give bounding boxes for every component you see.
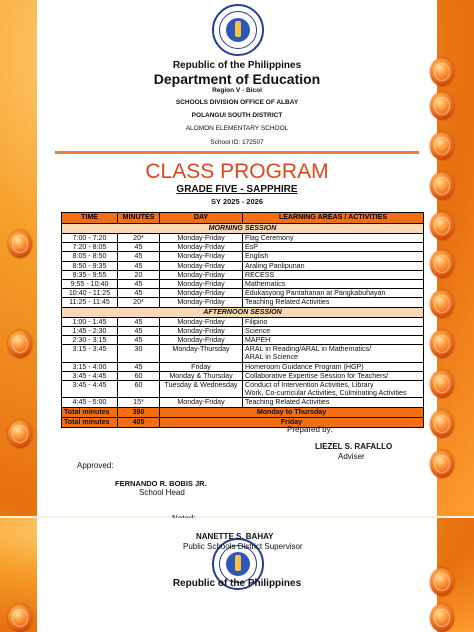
table-cell: 9:35 - 9:55 — [62, 270, 118, 279]
table-cell: 2:30 - 3:15 — [62, 336, 118, 345]
republic-text: Republic of the Philippines — [172, 578, 302, 589]
total-label: Total minutes — [62, 417, 118, 427]
table-cell: Monday-Friday — [160, 336, 243, 345]
document-page-2 — [0, 518, 474, 632]
table-cell: 10:40 - 11:25 — [62, 289, 118, 298]
approved-label: Approved: — [77, 461, 114, 470]
table-row — [62, 243, 424, 252]
table-cell: 8:50 - 9:35 — [62, 261, 118, 270]
table-cell: 4:45 - 5:00 — [62, 398, 118, 407]
decorative-gem-icon — [430, 290, 454, 318]
table-cell: 3:15 - 3:45 — [62, 345, 118, 362]
total-days: Friday — [160, 417, 424, 427]
table-cell: Filipino — [243, 317, 424, 326]
table-cell: Monday-Friday — [160, 289, 243, 298]
school-year: SY 2025 - 2026 — [211, 197, 263, 206]
table-cell: Tuesday & Wednesday — [160, 381, 243, 398]
table-cell: 11:25 - 11:45 — [62, 298, 118, 307]
session-row — [62, 307, 424, 317]
table-cell: 7:20 - 8:05 — [62, 243, 118, 252]
total-days: Monday to Thursday — [160, 407, 424, 417]
table-row — [62, 252, 424, 261]
table-cell: 45 — [118, 326, 160, 335]
table-row — [62, 336, 424, 345]
republic-text: Republic of the Philippines — [172, 60, 302, 71]
table-cell: Monday-Thursday — [160, 345, 243, 362]
decorative-gem-icon — [430, 250, 454, 278]
column-header: TIME — [62, 213, 118, 224]
decorative-gem-icon — [430, 450, 454, 478]
decorative-gem-icon — [8, 420, 32, 448]
table-cell: 60 — [118, 371, 160, 380]
decorative-gem-icon — [430, 132, 454, 160]
column-header: LEARNING AREAS / ACTIVITIES — [243, 213, 424, 224]
approved-role: School Head — [139, 488, 185, 497]
table-cell: Araling Panlipunan — [243, 261, 424, 270]
decorative-gem-icon — [430, 212, 454, 240]
table-cell: 45 — [118, 317, 160, 326]
table-cell: RECESS — [243, 270, 424, 279]
table-cell: 30 — [118, 345, 160, 362]
table-row — [62, 398, 424, 407]
table-cell: Friday — [160, 362, 243, 371]
table-cell: Teaching Related Activities — [243, 298, 424, 307]
table-cell: 1:45 - 2:30 — [62, 326, 118, 335]
table-cell: Monday-Friday — [160, 261, 243, 270]
table-cell: Teaching Related Activities — [243, 398, 424, 407]
total-value: 390 — [118, 407, 160, 417]
table-cell: Monday-Friday — [160, 252, 243, 261]
table-cell: Monday-Friday — [160, 317, 243, 326]
table-cell: 3:15 - 4:00 — [62, 362, 118, 371]
table-row — [62, 234, 424, 243]
prepared-role: Adviser — [338, 452, 365, 461]
table-cell: 8:05 - 8:50 — [62, 252, 118, 261]
table-cell: Flag Ceremony — [243, 234, 424, 243]
table-cell: 7:00 - 7:20 — [62, 234, 118, 243]
table-cell: 20* — [118, 234, 160, 243]
table-row — [62, 381, 424, 398]
deped-seal-icon — [212, 4, 264, 56]
table-cell: 45 — [118, 243, 160, 252]
district-text: POLANGUI SOUTH DISTRICT — [191, 112, 283, 119]
table-header-row — [62, 213, 424, 224]
table-cell: 45 — [118, 252, 160, 261]
table-cell: Edukasyong Pantahanan at Pangkabuhayan — [243, 289, 424, 298]
table-row — [62, 261, 424, 270]
approved-name: FERNANDO R. BOBIS JR. — [115, 479, 207, 488]
table-cell: English — [243, 252, 424, 261]
session-row — [62, 224, 424, 234]
table-cell: Monday-Friday — [160, 243, 243, 252]
column-header: MINUTES — [118, 213, 160, 224]
table-row — [62, 317, 424, 326]
noted-name: NANETTE S. BAHAY — [196, 532, 274, 541]
table-row — [62, 326, 424, 335]
table-row — [62, 298, 424, 307]
table-cell: 3:45 - 4:45 — [62, 371, 118, 380]
table-cell: 45 — [118, 336, 160, 345]
table-row — [62, 371, 424, 380]
table-cell: ARAL in Reading/ARAL in Mathematics/ ARAL in Science — [243, 345, 424, 362]
decorative-gem-icon — [8, 230, 32, 258]
page-title: CLASS PROGRAM — [145, 160, 329, 183]
table-cell: MAPEH — [243, 336, 424, 345]
table-cell: Monday-Friday — [160, 280, 243, 289]
table-row — [62, 289, 424, 298]
header-divider — [55, 151, 419, 154]
decorative-gem-icon — [430, 370, 454, 398]
prepared-name: LIEZEL S. RAFALLO — [315, 442, 393, 451]
table-cell: 45 — [118, 280, 160, 289]
table-row — [62, 362, 424, 371]
table-cell: 45 — [118, 261, 160, 270]
table-row — [62, 270, 424, 279]
table-cell: Monday-Friday — [160, 270, 243, 279]
total-row — [62, 417, 424, 427]
table-cell: Homeroom Guidance Program (HGP) — [243, 362, 424, 371]
division-text: SCHOOLS DIVISION OFFICE OF ALBAY — [175, 99, 299, 106]
total-row — [62, 407, 424, 417]
table-cell: Monday-Friday — [160, 298, 243, 307]
grade-section: GRADE FIVE - SAPPHIRE — [176, 184, 298, 195]
school-id-text: School ID: 172507 — [210, 139, 264, 146]
table-cell: Mathematics — [243, 280, 424, 289]
table-cell: EsP — [243, 243, 424, 252]
noted-role: Public Schools District Supervisor — [183, 542, 303, 551]
decorative-gem-icon — [430, 410, 454, 438]
table-cell: 9:55 - 10:40 — [62, 280, 118, 289]
table-row — [62, 280, 424, 289]
table-cell: 3:45 - 4:45 — [62, 381, 118, 398]
decorative-gem-icon — [8, 604, 32, 632]
decorative-gem-icon — [430, 330, 454, 358]
total-label: Total minutes — [62, 407, 118, 417]
table-row — [62, 345, 424, 362]
prepared-label: Prepared by: — [287, 425, 333, 434]
class-program-table — [61, 212, 424, 428]
table-cell: 45 — [118, 289, 160, 298]
table-cell: 15* — [118, 398, 160, 407]
column-header: DAY — [160, 213, 243, 224]
session-label: MORNING SESSION — [62, 224, 424, 234]
total-value: 405 — [118, 417, 160, 427]
table-cell: Monday-Friday — [160, 326, 243, 335]
table-cell: 20 — [118, 270, 160, 279]
table-cell: 60 — [118, 381, 160, 398]
table-cell: Monday-Friday — [160, 398, 243, 407]
decorative-gem-icon — [8, 330, 32, 358]
table-cell: Monday & Thursday — [160, 371, 243, 380]
table-cell: 45 — [118, 362, 160, 371]
decorative-gem-icon — [430, 604, 454, 632]
table-cell: Science — [243, 326, 424, 335]
department-title: Department of Education — [153, 71, 321, 87]
table-cell: 20* — [118, 298, 160, 307]
region-text: Region V - Bicol — [212, 87, 262, 94]
table-cell: Collaborative Expertise Session for Teachers/ — [243, 371, 424, 380]
session-label: AFTERNOON SESSION — [62, 307, 424, 317]
table-cell: Conduct of Intervention Activities, Library Work, Co-curricular Activities, Culminating Activities — [243, 381, 424, 398]
school-text: ALOMON ELEMENTARY SCHOOL — [185, 125, 289, 132]
table-cell: Monday-Friday — [160, 234, 243, 243]
table-cell: 1:00 - 1:45 — [62, 317, 118, 326]
